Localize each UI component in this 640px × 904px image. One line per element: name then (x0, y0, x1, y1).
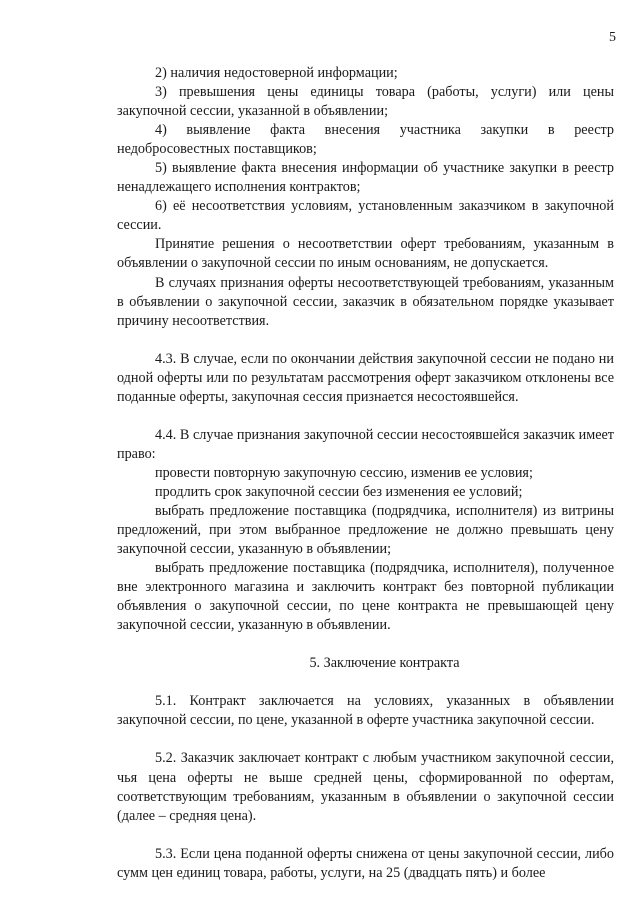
spacer (117, 730, 614, 749)
paragraph-no-other-grounds: Принятие решения о несоответствии оферт требованиям, указанным в объявлении о закупочной сессии по иным основаниям, не допускается. (117, 236, 614, 272)
clause-5-3: 5.3. Если цена поданной оферты снижена от цены закупочной сессии, либо сумм цен единиц товара, работы, услуги, на 25 (двадцать пять) и более (117, 845, 614, 881)
spacer (117, 673, 614, 692)
clause-4-4-intro: 4.4. В случае признания закупочной сессии несостоявшейся заказчик имеет право: (117, 426, 614, 462)
list-item-6: 6) её несоответствия условиям, установленным заказчиком в закупочной сессии. (117, 198, 614, 234)
list-item-2: 2) наличия недостоверной информации; (155, 65, 398, 81)
clause-4-4-option-4: выбрать предложение поставщика (подрядчика, исполнителя), полученное вне электронного магазина и заключить контракт без повторной публикации объявления о закупочной сессии, по цене контракта не превышающей цену закупочной сессии, указанную в объявлении. (117, 560, 614, 634)
list-item-4: 4) выявление факта внесения участника закупки в реестр недобросовестных поставщиков; (117, 122, 614, 158)
document-body (117, 64, 614, 883)
clause-4-4-option-1: провести повторную закупочную сессию, изменив ее условия; (155, 464, 533, 481)
clause-4-3: 4.3. В случае, если по окончании действия закупочной сессии не подано ни одной оферты или по результатам рассмотрения оферт заказчиком отклонены все поданные оферты, закупочная сессия признается несостоявшейся. (117, 350, 614, 405)
page-number: 5 (609, 30, 616, 45)
clause-4-4-option-2: продлить срок закупочной сессии без изменения ее условий; (155, 483, 523, 500)
clause-4-4-option-3: выбрать предложение поставщика (подрядчика, исполнителя) из витрины предложений, при этом выбранное предложение не должно превышать цену закупочной сессии, указанную в объявлении; (117, 502, 614, 558)
clause-5-2: 5.2. Заказчик заключает контракт с любым участником закупочной сессии, чья цена оферты не выше средней цены, сформированной по офертам, соответствующим требованиям, указанным в объявлении о закупочной сессии (далее – средняя цена). (117, 750, 614, 824)
list-item-5: 5) выявление факта внесения информации об участнике закупки в реестр ненадлежащего исполнения контрактов; (117, 160, 614, 196)
paragraph-reason-required: В случаях признания оферты несоответствующей требованиям, указанным в объявлении о закупочной сессии, заказчик в обязательном порядке указывает причину несоответствия. (117, 274, 614, 329)
spacer (117, 331, 614, 350)
spacer (117, 826, 614, 845)
clause-5-1: 5.1. Контракт заключается на условиях, указанных в объявлении закупочной сессии, по цене, указанной в оферте участника закупочной сессии. (117, 693, 614, 729)
spacer (117, 407, 614, 426)
section-5-heading: 5. Заключение контракта (309, 655, 460, 672)
spacer (117, 635, 614, 654)
list-item-3: 3) превышения цены единицы товара (работы, услуги) или цены закупочной сессии, указанной в объявлении; (117, 84, 614, 120)
